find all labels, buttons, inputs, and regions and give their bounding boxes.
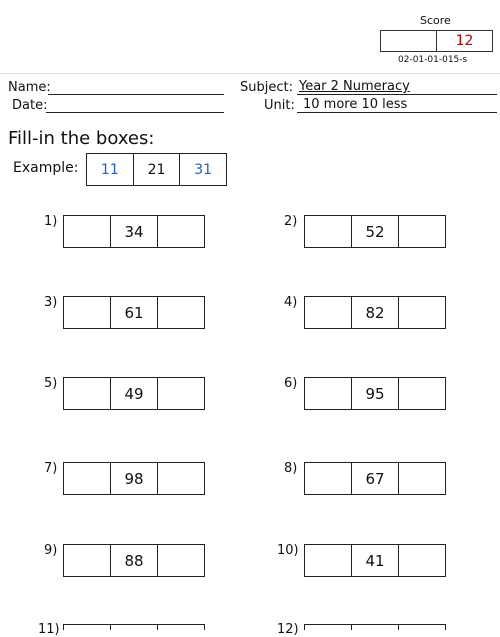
problem-number: 12)	[277, 622, 299, 637]
problem-given-value	[110, 625, 157, 630]
problem-given-value: 95	[351, 378, 398, 409]
answer-less-input[interactable]	[64, 625, 110, 630]
example-given-value: 21	[133, 154, 180, 185]
answer-less-input[interactable]	[64, 297, 110, 328]
problem-box	[63, 377, 205, 410]
problem-box	[63, 544, 205, 577]
problem-number: 4)	[284, 295, 298, 310]
problem-given-value: 98	[110, 463, 157, 494]
header-divider	[0, 73, 500, 74]
problem-given-value: 82	[351, 297, 398, 328]
answer-more-input[interactable]	[398, 463, 445, 494]
answer-less-input[interactable]	[305, 378, 351, 409]
problem-box	[63, 215, 205, 248]
answer-more-input[interactable]	[398, 378, 445, 409]
problem-number: 9)	[44, 543, 58, 558]
answer-more-input[interactable]	[157, 463, 204, 494]
problem-given-value: 49	[110, 378, 157, 409]
problem-box	[63, 462, 205, 495]
problem-number: 6)	[284, 376, 298, 391]
answer-more-input[interactable]	[157, 378, 204, 409]
problem-given-value: 88	[110, 545, 157, 576]
subject-value: Year 2 Numeracy	[299, 79, 410, 94]
answer-more-input[interactable]	[157, 216, 204, 247]
answer-more-input[interactable]	[398, 545, 445, 576]
answer-less-input[interactable]	[305, 625, 351, 630]
name-field[interactable]	[48, 79, 224, 95]
answer-more-input[interactable]	[157, 625, 204, 630]
problem-given-value: 34	[110, 216, 157, 247]
answer-less-input[interactable]	[305, 545, 351, 576]
answer-less-input[interactable]	[305, 297, 351, 328]
answer-less-input[interactable]	[64, 545, 110, 576]
problem-number: 2)	[284, 214, 298, 229]
subject-field	[297, 79, 497, 95]
problem-number: 7)	[44, 461, 58, 476]
problem-number: 11)	[38, 622, 60, 637]
example-box	[86, 153, 227, 186]
date-label: Date:	[12, 98, 48, 113]
problem-box	[304, 544, 446, 577]
answer-more-input[interactable]	[398, 297, 445, 328]
score-box	[380, 30, 493, 52]
answer-less-input[interactable]	[64, 463, 110, 494]
problem-box	[304, 377, 446, 410]
date-field[interactable]	[46, 97, 224, 113]
problem-number: 1)	[44, 214, 58, 229]
unit-label: Unit:	[264, 98, 295, 113]
problem-given-value	[351, 625, 398, 630]
answer-less-input[interactable]	[305, 216, 351, 247]
problem-box	[304, 215, 446, 248]
problem-given-value: 41	[351, 545, 398, 576]
answer-more-input[interactable]	[157, 545, 204, 576]
answer-more-input[interactable]	[157, 297, 204, 328]
answer-less-input[interactable]	[64, 378, 110, 409]
answer-less-input[interactable]	[64, 216, 110, 247]
problem-number: 5)	[44, 376, 58, 391]
problem-given-value: 67	[351, 463, 398, 494]
problem-box	[304, 624, 446, 630]
problem-number: 10)	[277, 543, 299, 558]
unit-field	[297, 97, 497, 113]
example-less-value: 11	[100, 161, 119, 178]
answer-more-input[interactable]	[398, 216, 445, 247]
problem-number: 3)	[44, 295, 58, 310]
subject-label: Subject:	[240, 80, 293, 95]
problem-box	[304, 296, 446, 329]
name-label: Name:	[8, 80, 51, 95]
answer-more-input[interactable]	[398, 625, 445, 630]
example-more-value: 31	[179, 154, 226, 185]
problem-box	[304, 462, 446, 495]
score-blank-cell[interactable]	[381, 31, 437, 51]
problem-given-value: 52	[351, 216, 398, 247]
unit-value: 10 more 10 less	[303, 97, 408, 112]
problem-box	[63, 296, 205, 329]
problem-number: 8)	[284, 461, 298, 476]
instructions-title: Fill-in the boxes:	[8, 128, 155, 149]
problem-given-value: 61	[110, 297, 157, 328]
score-value: 12	[455, 33, 474, 49]
score-label: Score	[420, 14, 451, 27]
problem-box	[63, 624, 205, 630]
example-label: Example:	[13, 160, 79, 176]
worksheet-code: 02-01-01-015-s	[398, 55, 468, 65]
answer-less-input[interactable]	[305, 463, 351, 494]
